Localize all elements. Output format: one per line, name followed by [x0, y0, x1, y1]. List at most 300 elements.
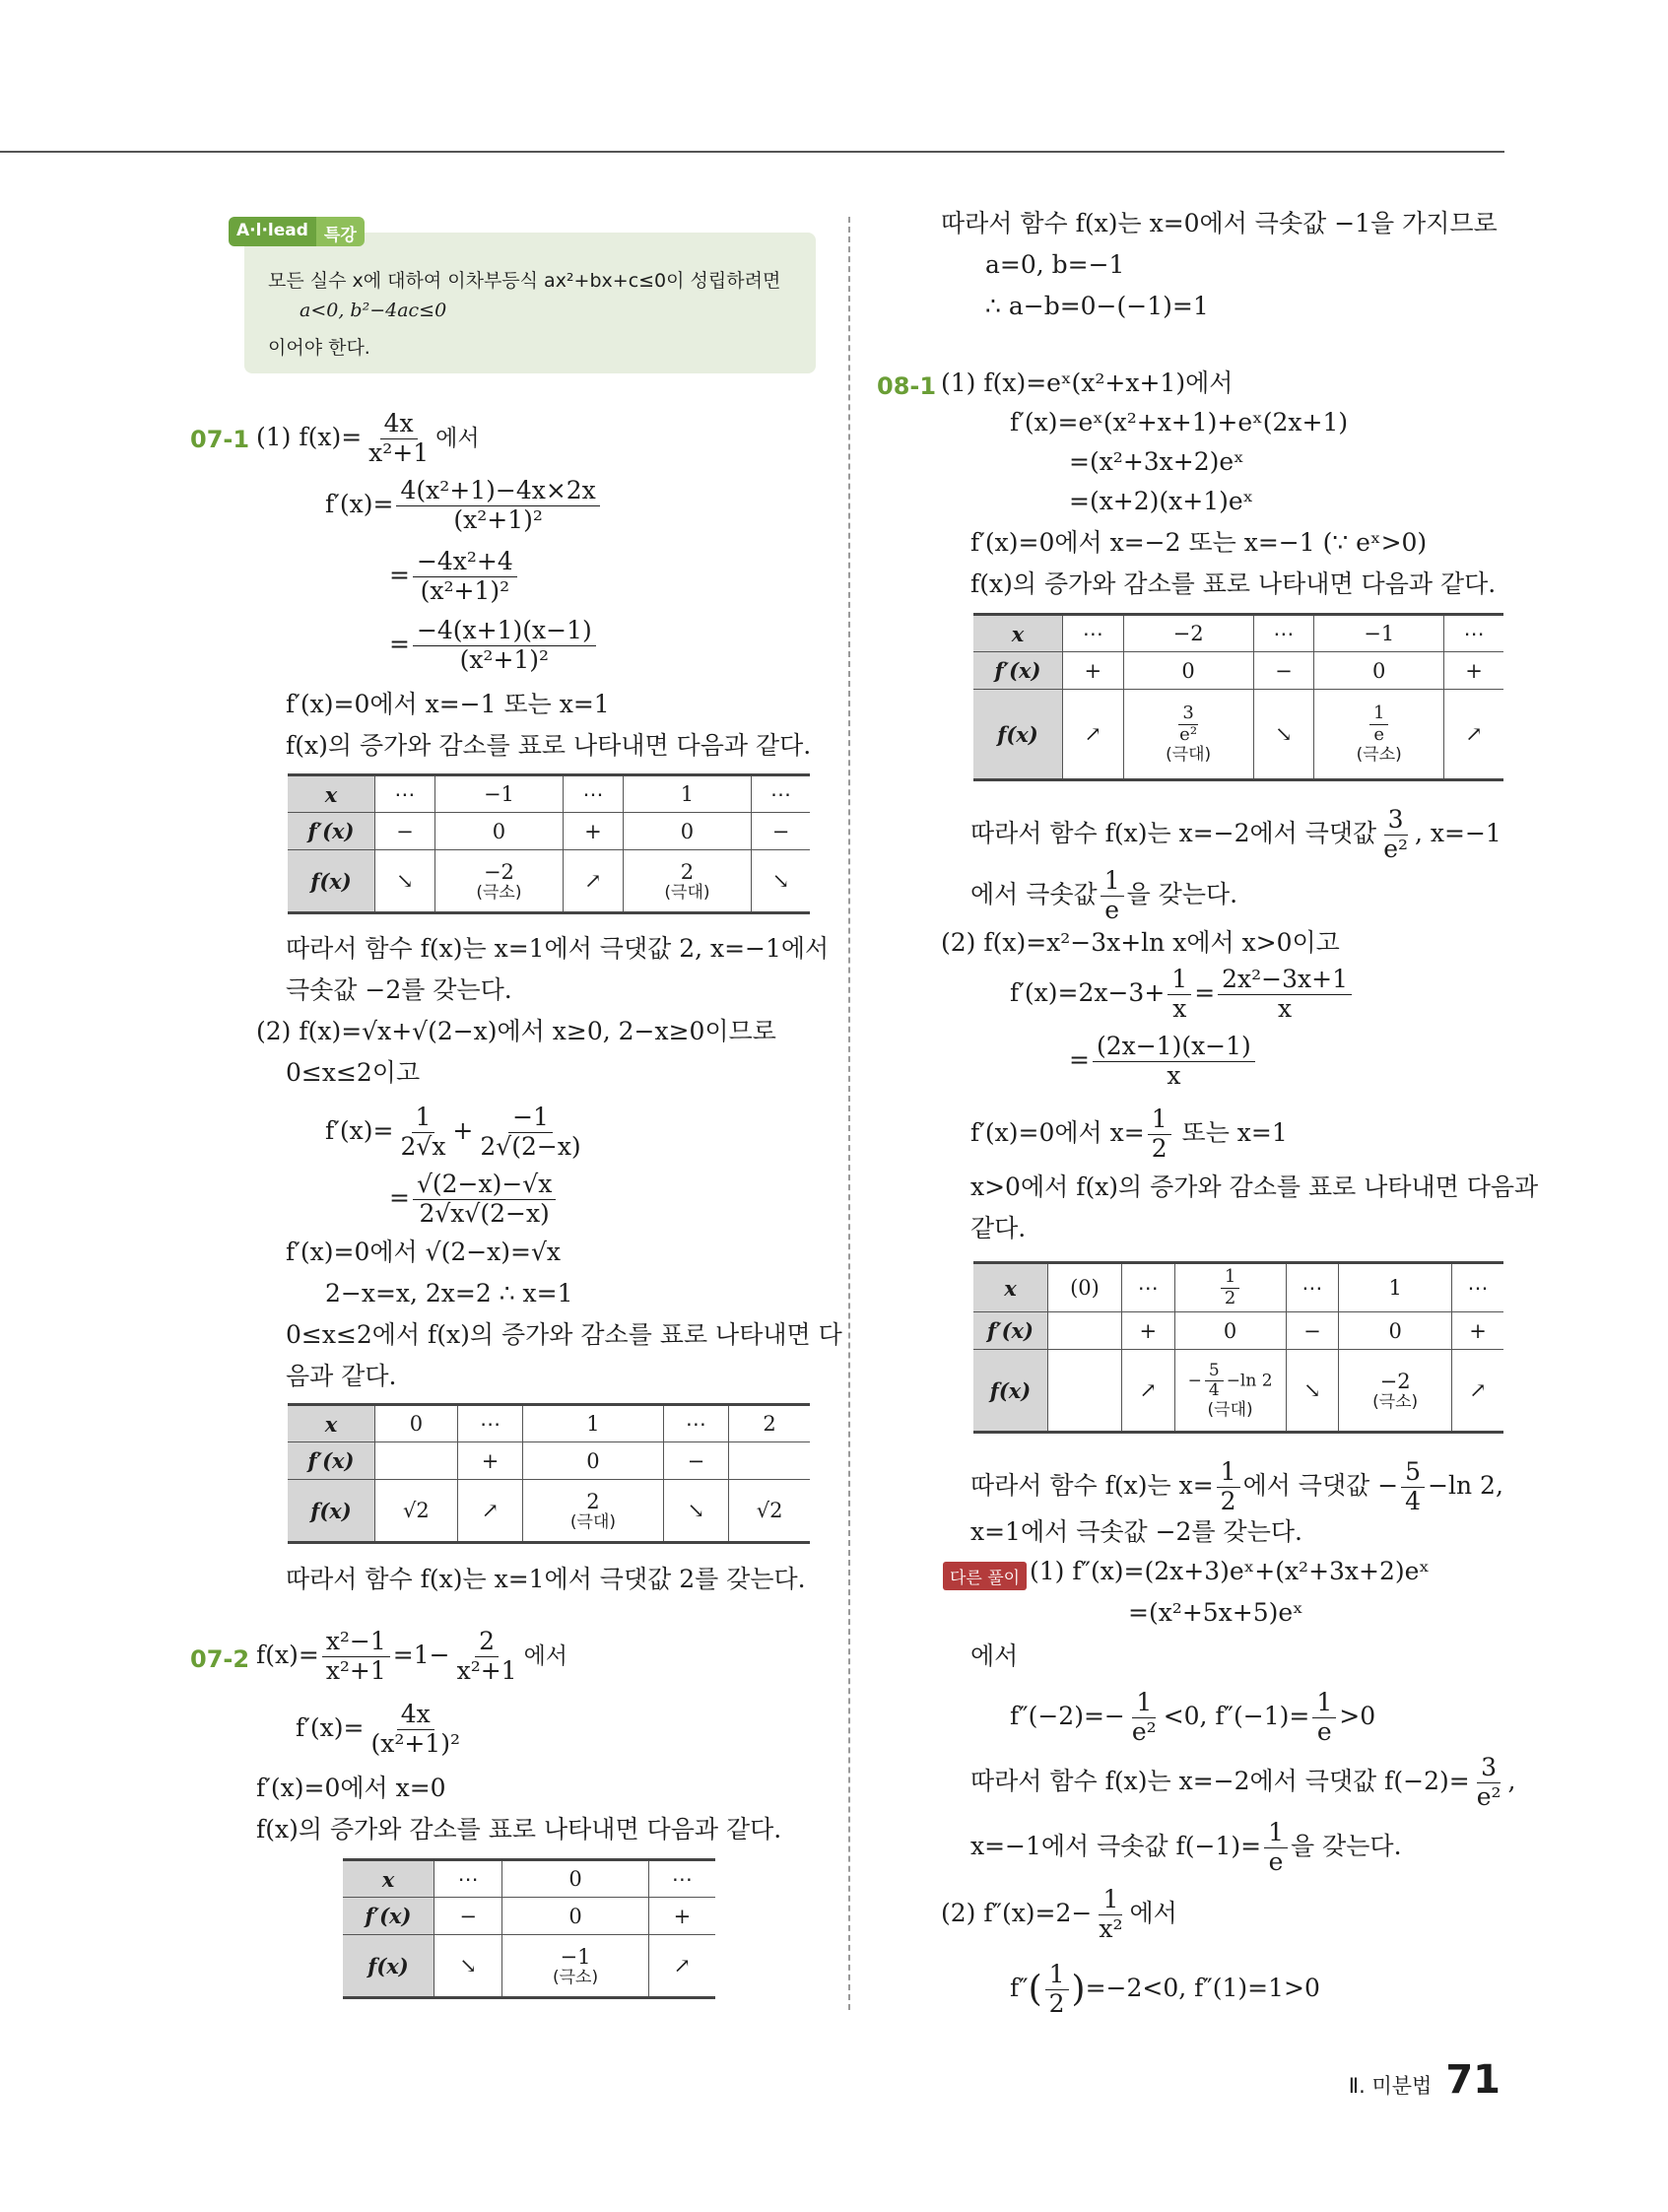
p072-d-num: 4x — [397, 1701, 434, 1730]
p071-table2-row-f — [288, 1480, 810, 1543]
cell-value: −2 — [1379, 1369, 1411, 1393]
p081-part2-intro-2: 같다. — [970, 1214, 1027, 1242]
cell: ⋯ — [648, 1860, 715, 1898]
cell — [1314, 690, 1444, 780]
p071-part2-1: (2) f(x)=√x+√(2−x)에서 x≥0, 2−x≥0이므로 — [256, 1017, 776, 1045]
cell: ⋯ — [1444, 615, 1503, 652]
p072-table — [343, 1858, 715, 1999]
cell — [729, 1442, 810, 1480]
p072-table-intro: f(x)의 증가와 감소를 표로 나타내면 다음과 같다. — [256, 1815, 782, 1843]
p071-table-row-f — [288, 850, 810, 913]
cell: + — [1444, 652, 1503, 690]
cell: + — [457, 1442, 522, 1480]
p071-table2-row-x — [288, 1405, 810, 1442]
p081-p2-zero-den: 2 — [1151, 1133, 1168, 1163]
alt-l5-den: e² — [1476, 1781, 1501, 1811]
cell: x — [343, 1860, 434, 1898]
cell: ⋯ — [1121, 1263, 1174, 1312]
cell: 1 — [1339, 1263, 1452, 1312]
alt-l5-num: 3 — [1477, 1754, 1501, 1783]
alt-l6-a: x=−1에서 극솟값 f(−1)= — [970, 1831, 1262, 1860]
p071-deriv-1 — [325, 477, 603, 535]
cell: √2 — [729, 1480, 810, 1543]
tip-badge — [229, 217, 365, 246]
cell-value: −1 — [560, 1944, 591, 1969]
right-line-1: 따라서 함수 f(x)는 x=0에서 극솟값 −1을 가지므로 — [941, 209, 1498, 237]
p081-p2-pre: f′(x)=2x−3+ — [1010, 977, 1166, 1007]
p071-d2-frac — [413, 548, 517, 606]
cell-tag: (극대) — [664, 882, 710, 903]
alt-l7-frac — [1095, 1886, 1126, 1944]
p081-part2-deriv — [1010, 966, 1355, 1024]
column-divider — [848, 217, 850, 2010]
cell: − — [1286, 1312, 1339, 1350]
cell: −2 — [1123, 615, 1253, 652]
p081-concl2-den: e — [1104, 895, 1120, 924]
cell: 0 — [1314, 652, 1444, 690]
frac-num: 1 — [1369, 704, 1388, 725]
p081-concl-den: e² — [1383, 834, 1409, 863]
p071-line-1 — [256, 410, 480, 468]
p072-d-frac — [367, 1701, 464, 1759]
p071-concl-1: 따라서 함수 f(x)는 x=1에서 극댓값 2, x=−1에서 — [286, 934, 830, 963]
cell: f′(x) — [343, 1898, 434, 1935]
p072-l1-frac — [322, 1628, 390, 1686]
p072-table-row-f — [343, 1935, 715, 1998]
p072-d-pre: f′(x)= — [296, 1712, 365, 1742]
cell: ↘ — [1286, 1350, 1339, 1433]
alt-l4-n2: 1 — [1312, 1689, 1336, 1718]
page-number: 71 — [1445, 2057, 1501, 2103]
p081-part2-concl-1 — [970, 1458, 1503, 1516]
p081-p2-concl-den: 2 — [1220, 1486, 1236, 1515]
p071-table-intro: f(x)의 증가와 감소를 표로 나타내면 다음과 같다. — [286, 731, 812, 760]
p072-table-row-x — [343, 1860, 715, 1898]
cell: x — [288, 775, 375, 813]
p081-p2-zero-a: f′(x)=0에서 x= — [970, 1117, 1145, 1147]
cell: √2 — [375, 1480, 458, 1543]
alt-l6-frac — [1264, 1819, 1288, 1877]
tip-badge-label: 특강 — [316, 217, 365, 246]
p081-p2-d3: x — [1167, 1060, 1181, 1090]
p081-line-3: =(x²+3x+2)eˣ — [1069, 447, 1244, 476]
cell: 0 — [502, 1898, 648, 1935]
p081-part2-1: (2) f(x)=x²−3x+ln x에서 x>0이고 — [941, 928, 1340, 957]
p081-zero: f′(x)=0에서 x=−2 또는 x=−1 (∵ eˣ>0) — [970, 528, 1428, 557]
alt-l4-a: f″(−2)=− — [1010, 1701, 1125, 1730]
p081-table — [973, 613, 1503, 781]
p072-table-row-fp — [343, 1898, 715, 1935]
cell-value: 2 — [680, 859, 695, 884]
p071-part2-deriv-2: = $\frac{√(2-x)-√x}{2√x√(2-x)}$ — [389, 1171, 559, 1229]
p081-part2-deriv-2: = $\frac{(2x-1)(x-1)}{x}$ — [1069, 1033, 1258, 1091]
cell-value — [1175, 1362, 1286, 1401]
p081-p2-n1: 1 — [1168, 966, 1191, 995]
p071-d2-den: (x²+1)² — [420, 575, 510, 605]
p072-l1-pre: f(x)= — [256, 1640, 319, 1669]
cell: ↗ — [1063, 690, 1124, 780]
cell — [623, 850, 751, 913]
p071-l1-post: 에서 — [435, 425, 480, 451]
p081-p2-eq: = — [1194, 977, 1216, 1007]
p081-p2-d1: x — [1172, 993, 1187, 1023]
p071-table2-row-fp — [288, 1442, 810, 1480]
alt-l8-frac — [1045, 1961, 1069, 2019]
cell: (0) — [1048, 1263, 1122, 1312]
cell: − — [434, 1898, 502, 1935]
cell: − — [375, 813, 435, 850]
cell: − — [1253, 652, 1314, 690]
p072-l1-den: x²+1 — [325, 1655, 386, 1685]
p081-line-4: =(x+2)(x+1)eˣ — [1069, 487, 1254, 515]
p081-concl-2 — [970, 867, 1237, 925]
p081-p2-concl-den2: 4 — [1405, 1486, 1422, 1515]
alt-line-5 — [970, 1754, 1516, 1812]
cell: ↘ — [1253, 690, 1314, 780]
alt-solution-badge: 다른 풀이 — [943, 1562, 1027, 1590]
p071-p2-d1: 2√x — [400, 1131, 446, 1161]
cell — [1339, 1350, 1452, 1433]
p081-concl2-num: 1 — [1101, 867, 1124, 897]
p081-part2-concl-2: x=1에서 극솟값 −2를 갖는다. — [970, 1517, 1302, 1546]
p071-part2-deriv: f′(x)= $\frac{1}{2√x}$ + $\frac{-1}{2√(2-x)}$ — [325, 1104, 588, 1162]
alt-l5-b: , — [1507, 1766, 1516, 1795]
p081-table2-row-x — [973, 1263, 1503, 1312]
cell: − — [663, 1442, 728, 1480]
max-den: 4 — [1208, 1380, 1220, 1401]
p081-p2-concl-frac — [1217, 1458, 1240, 1516]
cell: f′(x) — [288, 1442, 375, 1480]
cell: 0 — [1339, 1312, 1452, 1350]
p081-p2-frac2 — [1218, 966, 1352, 1024]
p072-deriv — [296, 1701, 467, 1759]
cell: + — [1063, 652, 1124, 690]
p081-p2-frac1 — [1168, 966, 1191, 1024]
p081-concl-num: 3 — [1384, 806, 1408, 836]
alt-l4-d2: e — [1316, 1716, 1332, 1746]
p071-part2-concl: 따라서 함수 f(x)는 x=1에서 극댓값 2를 갖는다. — [286, 1565, 806, 1593]
p081-concl2-a: 에서 극솟값 — [970, 879, 1098, 908]
cell: f′(x) — [973, 652, 1063, 690]
cell: f′(x) — [288, 813, 375, 850]
cell — [523, 1480, 663, 1543]
cell-tag: (극소) — [476, 882, 522, 903]
right-line-3: ∴ a−b=0−(−1)=1 — [985, 292, 1209, 320]
page-footer — [1349, 2057, 1501, 2103]
max-a: − — [1187, 1371, 1202, 1391]
p071-l1-den: x²+1 — [368, 437, 430, 467]
p081-p2-n2: 2x²−3x+1 — [1218, 966, 1352, 995]
p081-table-row-fp — [973, 652, 1503, 690]
p072-l1-num: x²−1 — [322, 1628, 390, 1657]
p081-p2-zero-frac — [1148, 1106, 1171, 1164]
cell: ↗ — [457, 1480, 522, 1543]
p071-part2-2: 0≤x≤2이고 — [286, 1058, 421, 1087]
alt-line-1: (1) f″(x)=(2x+3)eˣ+(x²+3x+2)eˣ — [1030, 1557, 1431, 1585]
p071-d1-num: 4(x²+1)−4x×2x — [396, 477, 599, 506]
p071-part2-solve: 2−x=x, 2x=2 ∴ x=1 — [325, 1279, 573, 1307]
top-rule — [0, 151, 1504, 153]
frac-den: e — [1373, 724, 1385, 746]
frac-den: 2 — [1224, 1287, 1236, 1308]
p072-l1-frac2 — [453, 1628, 521, 1686]
alt-l4-frac1 — [1128, 1689, 1161, 1747]
tip-line-2: a<0, b²−4ac≤0 — [300, 300, 447, 321]
cell: ⋯ — [663, 1405, 728, 1442]
p081-table-2 — [973, 1261, 1503, 1434]
p081-table2-row-fp — [973, 1312, 1503, 1350]
p081-line-2: f′(x)=eˣ(x²+x+1)+eˣ(2x+1) — [1010, 408, 1349, 436]
p081-part2-intro-1: x>0에서 f(x)의 증가와 감소를 표로 나타내면 다음과 — [970, 1173, 1539, 1201]
p081-concl-frac — [1379, 806, 1412, 864]
cell: ↘ — [434, 1935, 502, 1998]
problem-label-08-1: 08-1 — [877, 372, 937, 400]
p081-p2-n3: (2x−1)(x−1) — [1093, 1033, 1255, 1062]
right-line-2: a=0, b=−1 — [985, 250, 1125, 279]
cell: ⋯ — [434, 1860, 502, 1898]
footer-section: Ⅱ. 미분법 — [1348, 2074, 1433, 2098]
cell: + — [1121, 1312, 1174, 1350]
cell: ⋯ — [564, 775, 624, 813]
cell — [502, 1935, 648, 1998]
cell: 0 — [434, 813, 563, 850]
p071-part2-zero: f′(x)=0에서 √(2−x)=√x — [286, 1238, 562, 1266]
alt-l7-den: x² — [1099, 1913, 1123, 1943]
p072-l1-post: 에서 — [523, 1642, 568, 1669]
cell: ↘ — [663, 1480, 728, 1543]
cell: ⋯ — [1452, 1263, 1503, 1312]
cell: f(x) — [288, 850, 375, 913]
p072-l1-den2: x²+1 — [456, 1655, 517, 1685]
cell: ↗ — [1452, 1350, 1503, 1433]
cell — [1048, 1350, 1122, 1433]
p071-part2-intro-1: 0≤x≤2에서 f(x)의 증가와 감소를 표로 나타내면 다 — [286, 1320, 842, 1349]
cell: ⋯ — [752, 775, 810, 813]
p071-d1-pre: f′(x)= — [325, 489, 394, 518]
max-b: −ln 2 — [1226, 1371, 1273, 1391]
p071-d1-frac — [396, 477, 599, 535]
p081-p2-concl-num2: 5 — [1401, 1458, 1425, 1488]
cell: + — [564, 813, 624, 850]
p071-zero: f′(x)=0에서 x=−1 또는 x=1 — [286, 690, 610, 718]
p071-d1-den: (x²+1)² — [453, 504, 543, 534]
p081-p2-concl-b: 에서 극댓값 − — [1242, 1470, 1399, 1500]
p081-p2-frac3 — [1093, 1033, 1255, 1091]
p081-table2-row-f — [973, 1350, 1503, 1433]
cell — [1123, 690, 1253, 780]
cell: 0 — [1123, 652, 1253, 690]
p081-p2-concl-c: −ln 2, — [1428, 1470, 1503, 1500]
alt-l8-num: 1 — [1045, 1961, 1069, 1990]
cell-frac — [1369, 704, 1388, 745]
alt-l4-b: <0, f″(−1)= — [1163, 1701, 1310, 1730]
alt-line-2: =(x²+5x+5)eˣ — [1128, 1598, 1303, 1627]
cell: 0 — [623, 813, 751, 850]
cell: ⋯ — [1286, 1263, 1339, 1312]
cell: −1 — [1314, 615, 1444, 652]
alt-line-6 — [970, 1819, 1402, 1877]
alt-l7-num: 1 — [1099, 1886, 1122, 1915]
alt-l4-c: >0 — [1339, 1701, 1376, 1730]
p072-l1-num2: 2 — [475, 1628, 499, 1657]
cell: 1 — [523, 1405, 663, 1442]
cell: 2 — [729, 1405, 810, 1442]
alt-l7-a: (2) f″(x)=2− — [941, 1898, 1093, 1927]
p081-p2-concl-num: 1 — [1217, 1458, 1240, 1488]
alt-l6-den: e — [1268, 1846, 1284, 1876]
p071-p2-frac1 — [396, 1104, 449, 1162]
p081-table-row-f — [973, 690, 1503, 780]
cell: x — [973, 1263, 1048, 1312]
cell: 0 — [523, 1442, 663, 1480]
p072-zero: f′(x)=0에서 x=0 — [256, 1774, 446, 1802]
p072-line-1 — [256, 1628, 567, 1686]
cell: ↗ — [648, 1935, 715, 1998]
problem-label-07-1: 07-1 — [190, 426, 250, 453]
p071-p2-n2: −1 — [508, 1104, 553, 1133]
alt-l8-den: 2 — [1048, 1988, 1065, 2018]
cell-tag: (극소) — [1372, 1391, 1419, 1412]
p081-concl-a: 따라서 함수 f(x)는 x=−2에서 극댓값 — [970, 818, 1377, 847]
alt-line-7 — [941, 1886, 1177, 1944]
p071-p2-d3: 2√x√(2−x) — [419, 1198, 550, 1228]
p081-p2-d2: x — [1278, 993, 1293, 1023]
cell: ⋯ — [375, 775, 435, 813]
p071-p2-frac2 — [476, 1104, 584, 1162]
cell-tag: (극대) — [1166, 744, 1212, 765]
alt-l4-n1: 1 — [1132, 1689, 1156, 1718]
cell: ↗ — [1444, 690, 1503, 780]
alt-l6-num: 1 — [1264, 1819, 1288, 1848]
cell: ⋯ — [457, 1405, 522, 1442]
cell: f′(x) — [973, 1312, 1048, 1350]
frac-num: 1 — [1221, 1267, 1239, 1289]
cell-tag: (극대) — [569, 1511, 617, 1532]
max-num: 5 — [1205, 1362, 1224, 1382]
alt-l8-a: f″ — [1010, 1973, 1029, 2002]
cell: x — [973, 615, 1063, 652]
cell: f(x) — [973, 1350, 1048, 1433]
p071-d3-num: −4(x+1)(x−1) — [413, 617, 596, 646]
cell: − — [752, 813, 810, 850]
p071-d3-den: (x²+1)² — [459, 644, 550, 674]
alt-l7-b: 에서 — [1129, 1898, 1177, 1927]
p081-concl-1 — [970, 806, 1501, 864]
alt-line-8: f″( $\frac{1}{2}$ )=−2<0, f″(1)=1>0 — [1010, 1960, 1320, 2018]
cell: ↘ — [375, 850, 435, 913]
p081-line-1: (1) f(x)=eˣ(x²+x+1)에서 — [941, 369, 1234, 397]
p071-concl-2: 극솟값 −2를 갖는다. — [286, 975, 512, 1004]
p071-p2-d2: 2√(2−x) — [480, 1131, 581, 1161]
p072-l1-mid: =1− — [392, 1640, 450, 1669]
p081-p2-zero-b: 또는 x=1 — [1173, 1117, 1288, 1147]
cell: 0 — [1174, 1312, 1286, 1350]
p071-part2-intro-2: 음과 같다. — [286, 1362, 397, 1390]
cell — [1048, 1312, 1122, 1350]
max-frac — [1205, 1362, 1224, 1401]
cell-frac — [1221, 1267, 1239, 1308]
p071-p2-n1: 1 — [412, 1104, 435, 1133]
p071-l1-pre: (1) f(x)= — [256, 422, 363, 451]
p071-d3-frac — [413, 617, 596, 675]
cell: f(x) — [288, 1480, 375, 1543]
cell — [434, 850, 563, 913]
cell-value: −2 — [483, 859, 514, 884]
p081-p2-concl-frac2 — [1401, 1458, 1425, 1516]
p071-table-2 — [288, 1403, 810, 1544]
frac-den: e² — [1179, 724, 1198, 746]
alt-l5-frac — [1473, 1754, 1505, 1812]
problem-label-07-2: 07-2 — [190, 1645, 250, 1673]
cell: x — [288, 1405, 375, 1442]
alt-l4-frac2 — [1312, 1689, 1336, 1747]
tip-line-1: 모든 실수 x에 대하여 이차부등식 ax²+bx+c≤0이 성립하려면 — [268, 270, 781, 292]
p081-table-row-x — [973, 615, 1503, 652]
p071-d2-num: −4x²+4 — [413, 548, 517, 577]
p071-p2-pre: f′(x)= — [325, 1115, 394, 1145]
p071-table-row-x — [288, 775, 810, 813]
p071-deriv-3: = $\frac{-4(x+1)(x-1)}{\text{(x²+1)²}}$ — [389, 617, 599, 675]
frac-num: 3 — [1178, 704, 1197, 725]
cell: + — [1452, 1312, 1503, 1350]
p081-part2-zero — [970, 1106, 1288, 1164]
cell: ↗ — [1121, 1350, 1174, 1433]
cell: 1 — [623, 775, 751, 813]
p071-table — [288, 773, 810, 914]
cell: ⋯ — [1063, 615, 1124, 652]
cell: f(x) — [973, 690, 1063, 780]
cell: ↗ — [564, 850, 624, 913]
tip-box — [244, 233, 816, 373]
cell-tag: (극대) — [1207, 1399, 1253, 1420]
cell — [1174, 1350, 1286, 1433]
cell-tag: (극소) — [552, 1967, 599, 1987]
p081-concl2-frac — [1101, 867, 1124, 925]
p071-deriv-2: = $\frac{\text{−4x²+4}}{\text{(x²+1)²}}$ — [389, 548, 520, 606]
cell: ⋯ — [1253, 615, 1314, 652]
cell: −1 — [434, 775, 563, 813]
cell-frac — [1175, 704, 1201, 745]
cell: 0 — [375, 1405, 458, 1442]
cell — [1174, 1263, 1286, 1312]
p072-d-den: (x²+1)² — [370, 1728, 460, 1758]
cell: + — [648, 1898, 715, 1935]
alt-l6-b: 을 갖는다. — [1291, 1831, 1402, 1860]
alt-l5-a: 따라서 함수 f(x)는 x=−2에서 극댓값 f(−2)= — [970, 1766, 1470, 1795]
p081-concl2-b: 을 갖는다. — [1126, 879, 1238, 908]
cell-tag: (극소) — [1356, 744, 1402, 765]
p081-concl-b: , x=−1 — [1415, 818, 1501, 847]
tip-badge-brand: A·l·lead — [229, 217, 316, 246]
alt-l4-d1: e² — [1131, 1716, 1157, 1746]
cell: ↘ — [752, 850, 810, 913]
p071-table-row-fp — [288, 813, 810, 850]
cell: f(x) — [343, 1935, 434, 1998]
p071-l1-frac — [365, 410, 433, 468]
alt-line-4 — [1010, 1689, 1375, 1747]
alt-l8-b: =−2<0, f″(1)=1>0 — [1085, 1973, 1320, 2002]
alt-line-3: 에서 — [970, 1642, 1019, 1670]
cell-value: 2 — [586, 1489, 600, 1513]
tip-line-3: 이어야 한다. — [268, 337, 370, 359]
cell — [375, 1442, 458, 1480]
p071-l1-num: 4x — [380, 410, 418, 439]
cell: 0 — [502, 1860, 648, 1898]
p081-p2-concl-a: 따라서 함수 f(x)는 x= — [970, 1470, 1214, 1500]
p071-p2-frac3 — [413, 1171, 556, 1229]
p081-p2-zero-num: 1 — [1148, 1106, 1171, 1135]
p081-table-intro: f(x)의 증가와 감소를 표로 나타내면 다음과 같다. — [970, 570, 1497, 598]
